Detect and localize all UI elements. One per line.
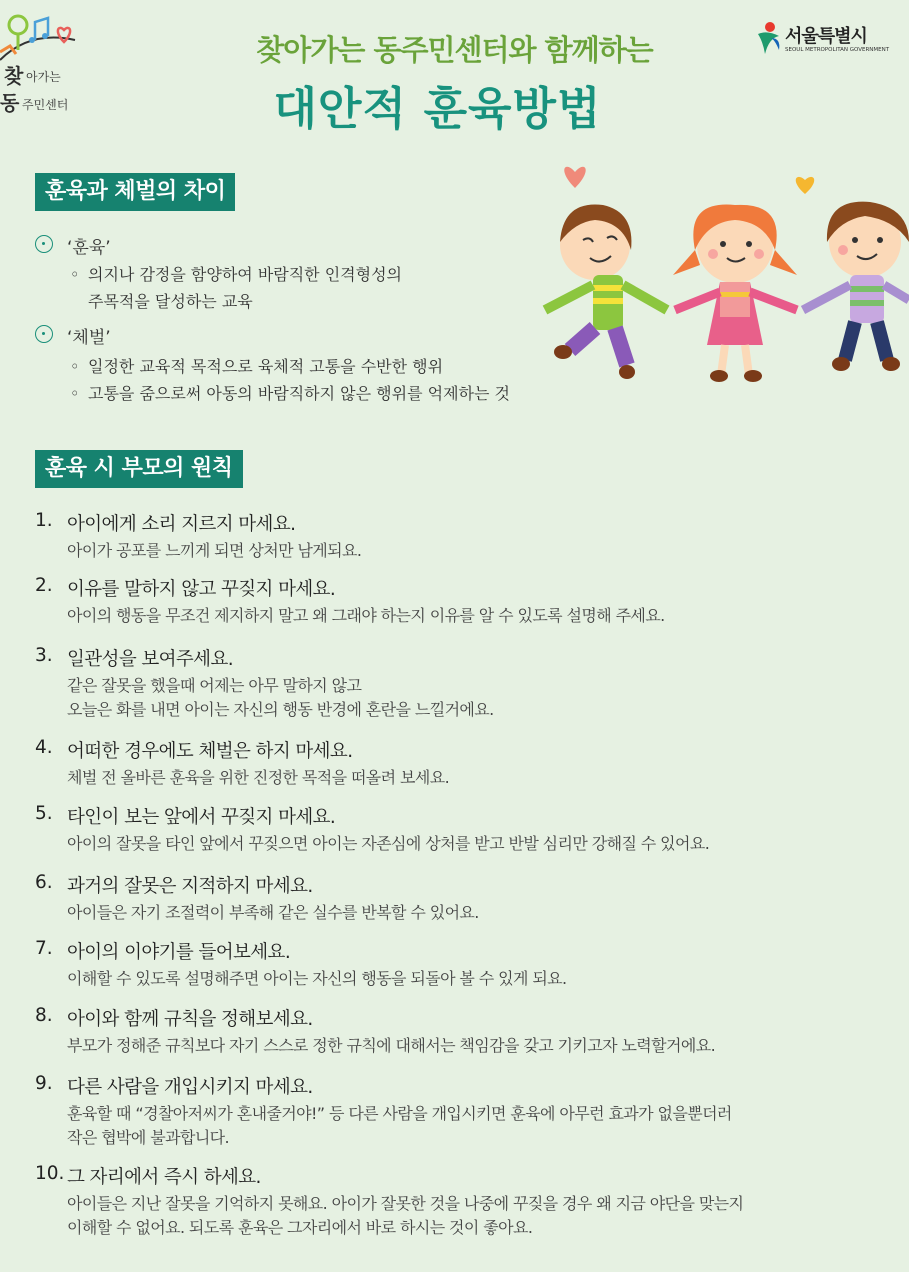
rule-heading: 아이와 함께 규칙을 정해보세요. (67, 1009, 313, 1030)
rule-heading: 어떠한 경우에도 체벌은 하지 마세요. (67, 741, 353, 762)
definition-term: ‘체벌’ (67, 328, 111, 348)
definition-term: ‘훈육’ (67, 238, 111, 258)
definition-line: ◦ 의지나 감정을 함양하여 바람직한 인격형성의 (70, 265, 403, 284)
rule-heading: 타인이 보는 앞에서 꾸짖지 마세요. (67, 807, 336, 828)
rule-heading: 과거의 잘못은 지적하지 마세요. (67, 876, 313, 897)
rule-body: 아이의 행동을 무조건 제지하지 말고 왜 그래야 하는지 이유를 알 수 있도록 설명해 주세요. (67, 606, 665, 625)
rule-number: 4. (35, 737, 53, 758)
definition-line: ◦ 일정한 교육적 목적으로 육체적 고통을 수반한 행위 (70, 357, 444, 376)
page-title: 대안적 훈육방법 (273, 82, 602, 135)
section-heading-difference: 훈육과 체벌의 차이 (35, 173, 235, 211)
heart-icon (796, 177, 814, 194)
circle-bullet-icon (35, 325, 53, 343)
rule-number: 9. (35, 1073, 53, 1094)
rule-body: 아이들은 자기 조절력이 부족해 같은 실수를 반복할 수 있어요. (67, 903, 479, 922)
rule-number: 7. (35, 938, 53, 959)
rule-heading: 그 자리에서 즉시 하세요. (67, 1167, 261, 1188)
rule-heading: 아이의 이야기를 들어보세요. (67, 942, 291, 963)
rule-number: 8. (35, 1005, 53, 1026)
child-middle (673, 205, 797, 382)
logo-char-2: 동 (0, 91, 20, 115)
rule-number: 2. (35, 575, 53, 596)
rule-heading: 이유를 말하지 않고 꾸짖지 마세요. (67, 579, 336, 600)
rule-body: 같은 잘못을 했을때 어제는 아무 말하지 않고 오늘은 화를 내면 아이는 자신의 행동 반경에 혼란을 느낄거에요. (67, 676, 494, 719)
rule-body: 체벌 전 올바른 훈육을 위한 진정한 목적을 떠올려 보세요. (67, 768, 450, 787)
children-holding-hands-illustration (535, 150, 909, 390)
rule-body: 아이가 공포를 느끼게 되면 상처만 남게되요. (67, 541, 362, 560)
rule-heading: 일관성을 보여주세요. (67, 649, 234, 670)
child-left (545, 204, 667, 379)
section-heading-principles: 훈육 시 부모의 원칙 (35, 450, 243, 488)
rule-number: 6. (35, 872, 53, 893)
logo-text-2: 주민센터 (22, 98, 69, 112)
seoul-name: 서울특별시 (785, 26, 867, 47)
logo-text-1: 아가는 (26, 70, 61, 84)
seoul-subtitle: SEOUL METROPOLITAN GOVERNMENT (785, 47, 890, 53)
rule-body: 아이의 잘못을 타인 앞에서 꾸짖으면 아이는 자존심에 상처를 받고 반발 심리만 강해질 수 있어요. (67, 834, 710, 853)
rule-heading: 아이에게 소리 지르지 마세요. (67, 514, 296, 535)
small-dot-icon: ◦ (70, 265, 80, 284)
child-right (803, 202, 909, 371)
rule-number: 10. (35, 1163, 65, 1184)
page-subtitle: 찾아가는 동주민센터와 함께하는 (256, 33, 653, 67)
heart-icon (564, 167, 585, 188)
rule-body: 부모가 정해준 규칙보다 자기 스스로 정한 규칙에 대해서는 책임감을 갖고 기키고자 노력할거에요. (67, 1036, 716, 1055)
logo-char-1: 찾 (4, 64, 24, 88)
definition-line: ◦ 고통을 줌으로써 아동의 바람직하지 않은 행위를 억제하는 것 (70, 384, 511, 403)
rule-number: 3. (35, 645, 53, 666)
rule-number: 1. (35, 510, 53, 531)
circle-bullet-icon (35, 235, 53, 253)
rule-body: 이해할 수 있도록 설명해주면 아이는 자신의 행동을 되돌아 볼 수 있게 되요. (67, 969, 567, 988)
rule-number: 5. (35, 803, 53, 824)
rule-body: 아이들은 지난 잘못을 기억하지 못해요. 아이가 잘못한 것을 나중에 꾸짖을 경우 왜 지금 야단을 맞는지 이해할 수 없어요. 되도록 훈육은 그자리에서 바로 하시는 것이 좋아요. (67, 1194, 744, 1237)
small-dot-icon: ◦ (70, 384, 80, 403)
small-dot-icon: ◦ (70, 357, 80, 376)
rule-heading: 다른 사람을 개입시키지 마세요. (67, 1077, 313, 1098)
definition-line: 주목적을 달성하는 교육 (88, 292, 253, 311)
rule-body: 훈육할 때 “경찰아저씨가 혼내줄거야!” 등 다른 사람을 개입시키면 훈육에 아무런 효과가 없을뿐더러 작은 협박에 불과합니다. (67, 1104, 732, 1147)
